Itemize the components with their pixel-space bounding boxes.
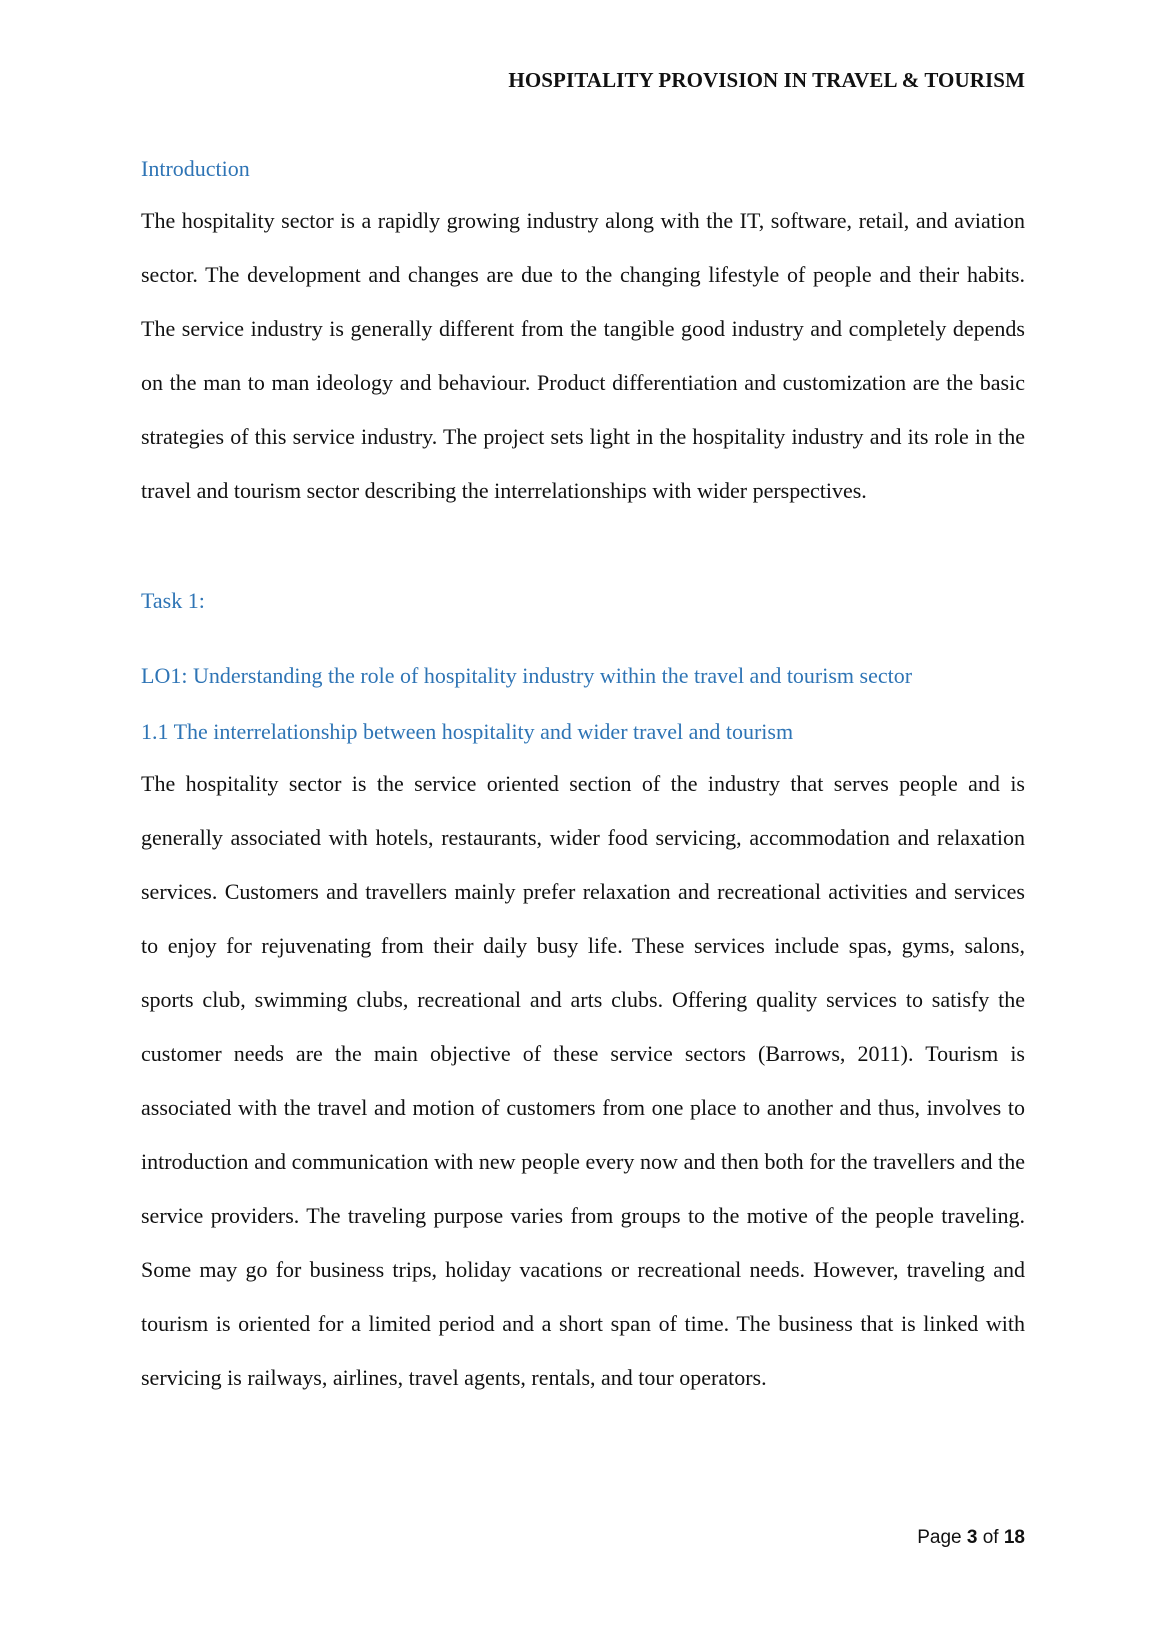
- page-label: Page: [917, 1527, 962, 1548]
- page-number-footer: [141, 1527, 1025, 1549]
- lo1-heading: LO1: Understanding the role of hospitality industry within the travel and tourism sector: [141, 663, 913, 688]
- total-pages: 18: [1003, 1527, 1025, 1548]
- running-header: HOSPITALITY PROVISION IN TRAVEL & TOURISM: [508, 68, 1025, 92]
- task-heading: Task 1:: [141, 588, 205, 613]
- current-page: 3: [966, 1527, 978, 1548]
- subsection-heading: 1.1 The interrelationship between hospitality and wider travel and tourism: [141, 719, 794, 744]
- subsection-paragraph: The hospitality sector is the service oriented section of the industry that serves people and is generally associated with hotels, restaurants, wider food servicing, accommodation and relaxation services. Customers and travellers mainly prefer relaxation and recreational activities and services to enjoy for rejuvenating from their daily busy life. These services include spas, gyms, salons, sports club, swimming clubs, recreational and arts clubs. Offering quality services to satisfy the customer needs are the main objective of these service sectors (Barrows, 2011). Tourism is associated with the travel and motion of customers from one place to another and thus, involves to introduction and communication with new people every now and then both for the travellers and the service providers. The traveling purpose varies from groups to the motive of the people traveling. Some may go for business trips, holiday vacations or recreational needs. However, traveling and tourism is oriented for a limited period and a short span of time. The business that is linked with servicing is railways, airlines, travel agents, rentals, and tour operators.: [141, 771, 1025, 1390]
- introduction-heading: Introduction: [141, 156, 250, 181]
- of-label: of: [982, 1527, 999, 1548]
- introduction-paragraph: The hospitality sector is a rapidly growing industry along with the IT, software, retail, and aviation sector. The development and changes are due to the changing lifestyle of people and their habits. The service industry is generally different from the tangible good industry and completely depends on the man to man ideology and behaviour. Product differentiation and customization are the basic strategies of this service industry. The project sets light in the hospitality industry and its role in the travel and tourism sector describing the interrelationships with wider perspectives.: [141, 208, 1025, 503]
